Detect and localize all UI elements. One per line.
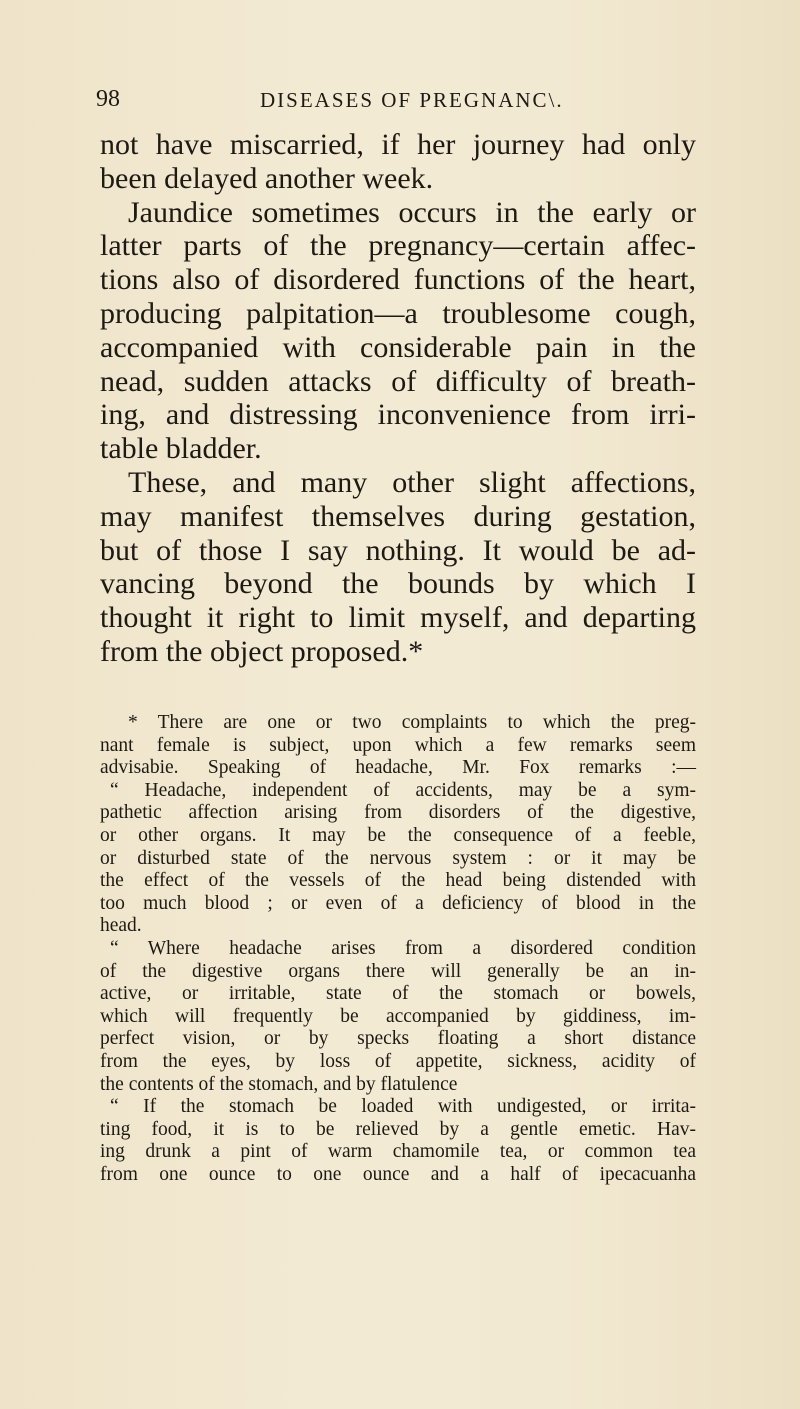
text-line: producing palpitation—a troublesome cough, bbox=[100, 296, 696, 330]
text-line: latter parts of the pregnancy—certain affec- bbox=[100, 229, 696, 263]
footnote-line: or disturbed state of the nervous system : or it may be bbox=[100, 847, 696, 869]
text-line: table bladder. bbox=[100, 432, 262, 466]
footnote bbox=[100, 712, 696, 1186]
text-line: nead, sudden attacks of difficulty of breath- bbox=[100, 364, 696, 398]
main-text bbox=[100, 128, 696, 669]
footnote-line: head. bbox=[100, 915, 142, 937]
footnote-line: “ If the stomach be loaded with undigested, or irrita- bbox=[110, 1096, 696, 1118]
footnote-line: * There are one or two complaints to which the preg- bbox=[128, 712, 696, 733]
footnote-line: nant female is subject, upon which a few remarks seem bbox=[100, 734, 696, 756]
text-line: Jaundice sometimes occurs in the early or bbox=[128, 195, 696, 229]
footnote-line: “ Where headache arises from a disordered condition bbox=[110, 937, 696, 959]
text-line: accompanied with considerable pain in the bbox=[100, 330, 696, 364]
page-number: 98 bbox=[96, 86, 120, 112]
footnote-line: the effect of the vessels of the head being distended with bbox=[100, 870, 696, 892]
text-line: tions also of disordered functions of the heart, bbox=[100, 263, 696, 297]
footnote-line: too much blood ; or even of a deficiency of blood in the bbox=[100, 892, 696, 914]
footnote-line: which will frequently be accompanied by giddiness, im- bbox=[100, 1005, 696, 1027]
text-line: from the object proposed.* bbox=[100, 634, 424, 668]
text-line: not have miscarried, if her journey had only bbox=[100, 128, 696, 161]
footnote-line: the contents of the stomach, and by flatulence bbox=[100, 1073, 458, 1095]
footnote-line: active, or irritable, state of the stomach or bowels, bbox=[100, 983, 696, 1005]
page-header bbox=[96, 86, 716, 116]
text-line: These, and many other slight affections, bbox=[128, 465, 696, 499]
text-line: been delayed another week. bbox=[100, 161, 434, 195]
footnote-line: perfect vision, or by specks floating a short distance bbox=[100, 1028, 696, 1050]
text-line: but of those I say nothing. It would be ad- bbox=[100, 533, 696, 567]
text-line: thought it right to limit myself, and departing bbox=[100, 601, 696, 635]
footnote-line: or other organs. It may be the consequence of a feeble, bbox=[100, 824, 696, 846]
footnote-line: “ Headache, independent of accidents, may be a sym- bbox=[110, 779, 696, 801]
footnote-line: from one ounce to one ounce and a half of ipecacuanha bbox=[100, 1163, 696, 1185]
footnote-line: advisabie. Speaking of headache, Mr. Fox remarks :— bbox=[100, 757, 696, 779]
running-title: DISEASES OF PREGNANC\. bbox=[260, 88, 564, 112]
footnote-line: ting food, it is to be relieved by a gentle emetic. Hav- bbox=[100, 1118, 696, 1140]
footnote-line: ing drunk a pint of warm chamomile tea, or common tea bbox=[100, 1141, 696, 1163]
text-line: vancing beyond the bounds by which I bbox=[100, 567, 696, 601]
footnote-line: pathetic affection arising from disorders of the digestive, bbox=[100, 802, 696, 824]
text-line: ing, and distressing inconvenience from irri- bbox=[100, 398, 696, 432]
footnote-line: of the digestive organs there will generally be an in- bbox=[100, 960, 696, 982]
text-line: may manifest themselves during gestation, bbox=[100, 499, 696, 533]
footnote-line: from the eyes, by loss of appetite, sickness, acidity of bbox=[100, 1050, 696, 1072]
